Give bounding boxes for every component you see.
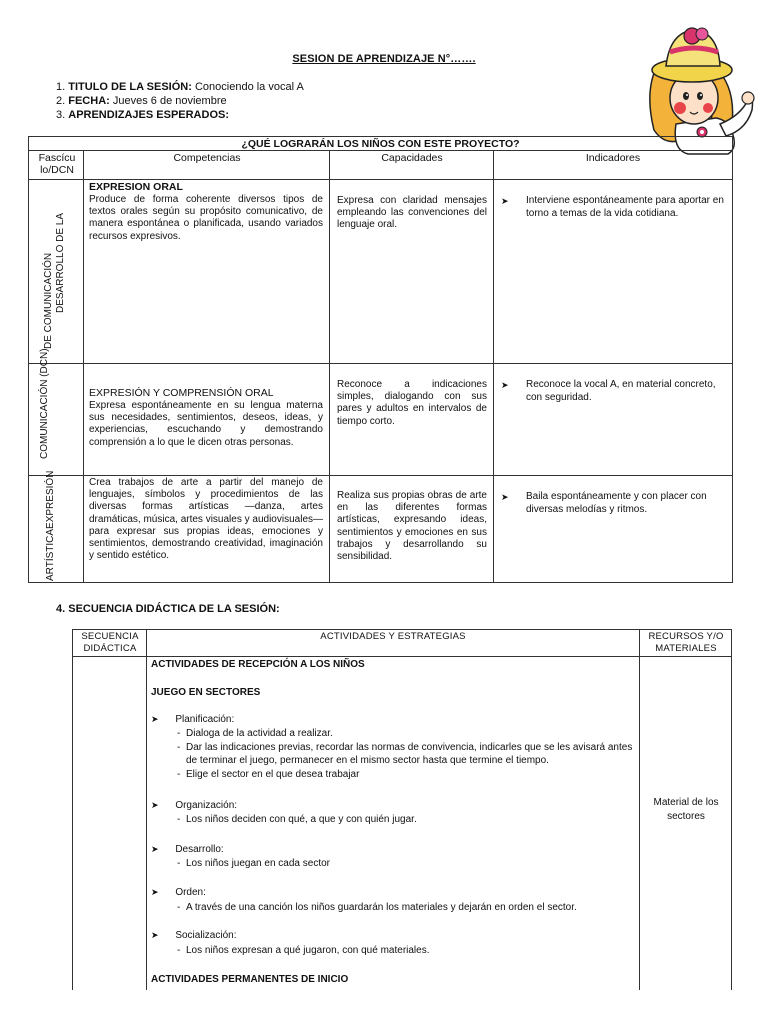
block-juego-title: JUEGO EN SECTORES bbox=[151, 687, 261, 698]
row1-competencia: Produce de forma coherente diversos tipos de textos orales según su propósito comunicativo, de manera espontánea o planificada, usando variados recursos expresivos. bbox=[89, 194, 323, 242]
step-title: Socialización: bbox=[175, 930, 237, 941]
meta-label: FECHA: bbox=[68, 95, 110, 107]
step-title: Organización: bbox=[175, 800, 238, 811]
list-item: - Los niños juegan en cada sector bbox=[177, 858, 330, 869]
meta-number: 3. bbox=[56, 109, 66, 121]
list-item-text: Los niños deciden con qué, a que y con quién jugar. bbox=[186, 814, 417, 825]
header-recursos: RECURSOS Y/O MATERIALES bbox=[648, 631, 724, 654]
meta-label: TITULO DE LA SESIÓN: bbox=[68, 81, 192, 93]
arrow-bullet-icon: ➤ bbox=[151, 714, 159, 724]
header-actividades: ACTIVIDADES Y ESTRATEGIAS bbox=[320, 631, 466, 642]
meta-aprendizajes bbox=[56, 108, 229, 122]
organizacion-items bbox=[177, 813, 637, 827]
arrow-bullet-icon: ➤ bbox=[501, 492, 509, 502]
list-item: - A través de una canción los niños guardarán los materiales y dejarán en orden el sector. bbox=[177, 902, 577, 913]
row3-competencia: Crea trabajos de arte a partir del manejo de lenguajes, símbolos y procedimientos de las diversas formas artísticas —danza, artes dramáticas, música, artes visuales y audiovisuales— para expresar sus propias ideas, emociones y sentimientos, demostrando creatividad, imaginación y sentido estético. bbox=[89, 477, 323, 562]
arrow-bullet-icon: ➤ bbox=[501, 380, 509, 390]
desarrollo-items bbox=[177, 857, 637, 871]
list-item-text: Elige el sector en el que desea trabajar bbox=[186, 768, 360, 780]
row1-indicador bbox=[501, 195, 727, 225]
planificacion-items bbox=[177, 727, 637, 781]
block-permanentes-title: ACTIVIDADES PERMANENTES DE INICIO bbox=[151, 974, 349, 985]
step-socializacion bbox=[151, 929, 237, 942]
list-item-text: Dialoga de la actividad a realizar. bbox=[186, 728, 333, 739]
step-title: Planificación: bbox=[175, 714, 235, 725]
recursos-text: Material de los sectores bbox=[653, 797, 719, 822]
step-organizacion bbox=[151, 799, 238, 812]
step-planificacion bbox=[151, 713, 235, 726]
row2-competencia: Expresa espontáneamente en su lengua materna sus necesidades, sentimientos, deseos, ideas, y experiencias, escuchando y demostrando comprensión a lo que le dicen otras personas. bbox=[89, 400, 323, 448]
row1-indicador-text: Interviene espontáneamente para aportar en torno a temas de la vida cotidiana. bbox=[526, 195, 724, 219]
step-desarrollo bbox=[151, 843, 224, 856]
header-secuencia: SECUENCIA DIDÁCTICA bbox=[81, 631, 139, 654]
row1-competencia-title: EXPRESION ORAL bbox=[89, 181, 183, 193]
arrow-bullet-icon: ➤ bbox=[151, 844, 159, 854]
arrow-bullet-icon: ➤ bbox=[151, 887, 159, 897]
orden-items bbox=[177, 901, 637, 915]
list-item-text: A través de una canción los niños guardarán los materiales y dejarán en orden el sector. bbox=[186, 902, 577, 913]
row1-side-label-a: DE COMUNICACIÓN bbox=[43, 252, 54, 349]
row2-indicador-text: Reconoce la vocal A, en material concreto, con seguridad. bbox=[526, 379, 716, 403]
meta-titulo bbox=[56, 80, 304, 94]
row1-side-label-b: DESARROLLO DE LA bbox=[55, 212, 66, 313]
meta-fecha bbox=[56, 94, 227, 108]
step-title: Orden: bbox=[175, 887, 206, 898]
list-item-text: Los niños juegan en cada sector bbox=[186, 858, 330, 869]
block-recepcion-title: ACTIVIDADES DE RECEPCIÓN A LOS NIÑOS bbox=[151, 659, 365, 670]
list-item: - Dialoga de la actividad a realizar. bbox=[177, 728, 333, 739]
row1-capacidad: Expresa con claridad mensajes empleando las convenciones del lenguaje oral. bbox=[337, 195, 487, 231]
row2-capacidad: Reconoce a indicaciones simples, dialogando con sus pares y adultos en intervalos de tiempo corto. bbox=[337, 379, 487, 427]
step-orden bbox=[151, 886, 206, 899]
row2-competencia-title: EXPRESIÓN Y COMPRENSIÓN ORAL bbox=[89, 387, 274, 399]
row3-capacidad: Realiza sus propias obras de arte en las diferentes formas artísticas, expresando ideas, sentimientos y emociones en sus trabajos y desarrollando su sensibilidad. bbox=[337, 490, 487, 563]
list-item-text: Dar las indicaciones previas, recordar las normas de convivencia, indicarles que se les avisará antes de terminar el juego, permanecer en el mismo sector hasta que termine el tiempo. bbox=[186, 741, 633, 766]
socializacion-items bbox=[177, 944, 637, 958]
list-item: - Elige el sector en el que desea trabajar bbox=[177, 768, 360, 780]
meta-value: Jueves 6 de noviembre bbox=[112, 95, 227, 107]
row3-side-label: ARTÍSTICAEXPRESIÓN bbox=[45, 470, 56, 581]
header-indicadores: Indicadores bbox=[585, 152, 641, 164]
header-fasciculo: Fascícu lo/DCN bbox=[38, 152, 76, 176]
row2-side-label: COMUNICACIÓN (DCN) bbox=[39, 348, 50, 459]
didactic-sequence-table bbox=[72, 629, 732, 990]
row3-indicador-text: Baila espontáneamente y con placer con diversas melodías y ritmos. bbox=[526, 491, 707, 515]
list-item: - Los niños deciden con qué, a que y con quién jugar. bbox=[177, 814, 417, 825]
list-item: - Dar las indicaciones previas, recordar las normas de convivencia, indicarles que se les avisará antes de terminar el juego, permanecer en el mismo sector hasta que termine el tiempo. bbox=[177, 741, 633, 766]
arrow-bullet-icon: ➤ bbox=[151, 930, 159, 940]
header-capacidades: Capacidades bbox=[381, 152, 443, 164]
list-item: - Los niños expresan a qué jugaron, con qué materiales. bbox=[177, 945, 430, 956]
document-title: SESION DE APRENDIZAJE N°……. bbox=[292, 53, 476, 65]
meta-number: 1. bbox=[56, 81, 66, 93]
meta-label: APRENDIZAJES ESPERADOS: bbox=[68, 109, 230, 121]
section4-heading: 4. SECUENCIA DIDÁCTICA DE LA SESIÓN: bbox=[56, 603, 280, 615]
header-competencias: Competencias bbox=[173, 152, 241, 164]
step-title: Desarrollo: bbox=[175, 844, 224, 855]
meta-number: 2. bbox=[56, 95, 66, 107]
meta-value: Conociendo la vocal A bbox=[194, 81, 304, 93]
list-item-text: Los niños expresan a qué jugaron, con qué materiales. bbox=[186, 945, 430, 956]
row2-indicador bbox=[501, 379, 727, 409]
row3-indicador bbox=[501, 491, 727, 521]
table-banner: ¿QUÉ LOGRARÁN LOS NIÑOS CON ESTE PROYECTO? bbox=[241, 138, 520, 150]
arrow-bullet-icon: ➤ bbox=[501, 196, 509, 206]
arrow-bullet-icon: ➤ bbox=[151, 800, 159, 810]
learning-outcomes-table bbox=[28, 136, 733, 583]
